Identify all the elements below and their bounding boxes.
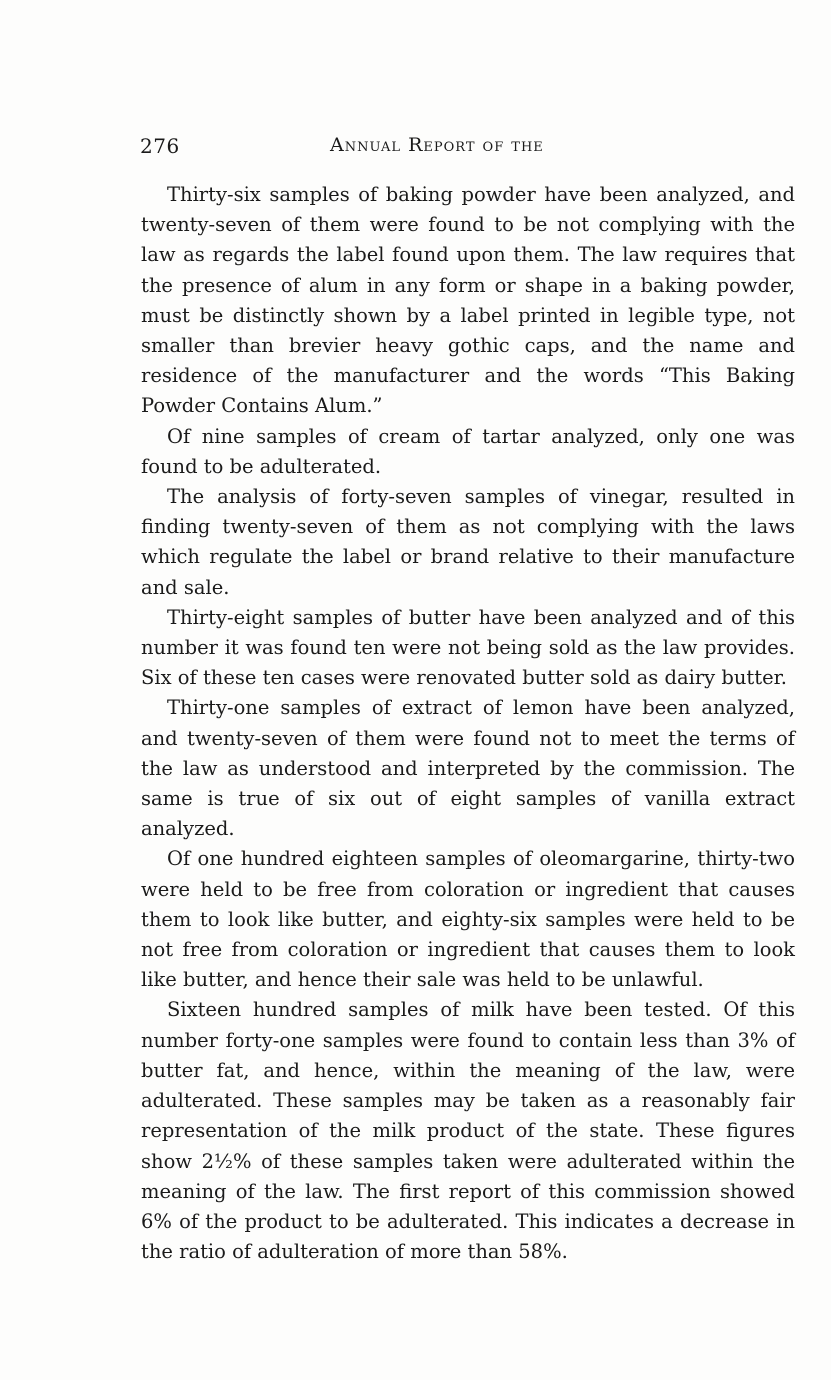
paragraph-baking-powder: Thirty-six samples of baking powder have been analyzed, and twenty-seven of them were found to be not complying with the law as regards the label found upon them. The law requires that the presence of alum in any form or shape in a baking powder, must be distinctly shown by a label printed in legible type, not smaller than brevier heavy gothic caps, and the name and residence of the manufacturer and the words “This Baking Powder Contains Alum.” xyxy=(141,183,795,418)
paragraph-extract-of-lemon: Thirty-one samples of extract of lemon have been analyzed, and twenty-seven of them were found not to meet the terms of the law as understood and interpreted by the commission. The same is true of six out of eight samples of vanilla extract analyzed. xyxy=(141,696,795,841)
body-text xyxy=(141,180,795,1267)
paragraph-vinegar: The analysis of forty-seven samples of vinegar, resulted in finding twenty-seven of them as not complying with the laws which regulate the label or brand relative to their manufacture and sale. xyxy=(141,485,795,599)
page-header xyxy=(140,134,795,164)
running-head: Annual Report of the xyxy=(330,134,544,156)
paragraph-butter: Thirty-eight samples of butter have been analyzed and of this number it was found ten were not being sold as the law provides. Six of these ten cases were renovated butter sold as dairy butter. xyxy=(141,605,795,690)
paragraph-cream-of-tartar: Of nine samples of cream of tartar analyzed, only one was found to be adulterated. xyxy=(141,424,795,478)
page-number: 276 xyxy=(140,134,180,158)
paragraph-oleomargarine: Of one hundred eighteen samples of oleomargarine, thirty-two were held to be free from coloration or ingredient that causes them to look like butter, and eighty-six samples were held to be not free from coloration or ingredient that causes them to look like butter, and hence their sale was held to be unlawful. xyxy=(141,847,795,992)
paragraph-milk: Sixteen hundred samples of milk have been tested. Of this number forty-one samples were found to contain less than 3% of butter fat, and hence, within the meaning of the law, were adulterated. These samples may be taken as a reasonably fair representation of the milk product of the state. These figures show 2½% of these samples taken were adulterated within the meaning of the law. The first report of this commission showed 6% of the product to be adulterated. This indicates a decrease in the ratio of adulteration of more than 58%. xyxy=(141,998,795,1264)
